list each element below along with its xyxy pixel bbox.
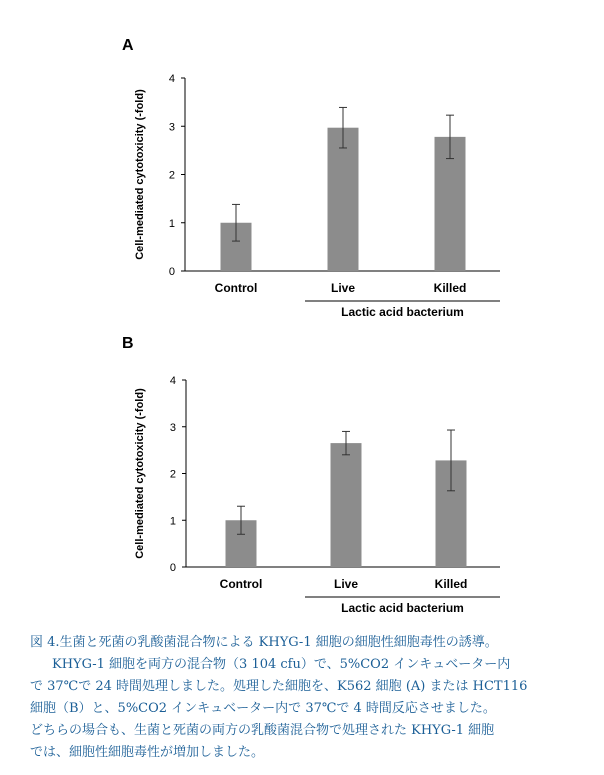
chart-panel-b — [0, 330, 604, 630]
category-label-killed: Killed — [434, 577, 468, 591]
group-label: Lactic acid bacterium — [341, 601, 464, 615]
panel-label-a: A — [122, 37, 134, 54]
y-tick-label: 3 — [169, 421, 176, 434]
group-label: Lactic acid bacterium — [341, 305, 464, 319]
category-label-live: Live — [333, 577, 359, 591]
chart-panel-a — [0, 30, 604, 330]
y-tick-label: 3 — [168, 121, 175, 134]
category-label-control: Control — [219, 577, 263, 591]
y-tick-label: 0 — [169, 562, 176, 574]
category-label-killed: Killed — [433, 281, 467, 295]
figure-caption — [30, 632, 580, 764]
y-tick-label: 2 — [169, 468, 176, 481]
bar-live — [328, 128, 359, 271]
panel-label-b: B — [122, 335, 134, 352]
bar-chart-b — [0, 330, 604, 630]
category-label-control: Control — [214, 281, 258, 295]
caption-title: 図 4.生菌と死菌の乳酸菌混合物による KHYG-1 細胞の細胞性細胞毒性の誘導。 — [30, 635, 498, 650]
caption-line-4: どちらの場合も、生菌と死菌の両方の乳酸菌混合物で処理された KHYG-1 細胞 — [30, 723, 495, 738]
y-tick-label: 4 — [168, 73, 175, 85]
y-axis-label: Cell-mediated cytotoxicity (-fold) — [134, 388, 146, 559]
category-label-live: Live — [330, 281, 356, 295]
bar-live — [331, 443, 362, 567]
caption-line-3: 細胞（B）と、5%CO2 インキュベーター内で 37℃で 4 時間反応させました。 — [30, 701, 496, 716]
caption-line-1: KHYG-1 細胞を両方の混合物（3 104 cfu）で、5%CO2 インキュベーター内 — [52, 657, 511, 672]
y-tick-label: 1 — [168, 217, 175, 230]
y-tick-label: 4 — [169, 375, 176, 387]
y-tick-label: 0 — [168, 266, 175, 278]
y-tick-label: 2 — [168, 169, 175, 182]
y-tick-label: 1 — [169, 515, 176, 528]
caption-line-2: で 37℃で 24 時間処理しました。処理した細胞を、K562 細胞 (A) または HCT116 — [30, 679, 528, 694]
bar-chart-a — [0, 30, 604, 330]
caption-line-5: では、細胞性細胞毒性が増加しました。 — [30, 745, 265, 760]
y-axis-label: Cell-mediated cytotoxicity (-fold) — [134, 89, 146, 260]
